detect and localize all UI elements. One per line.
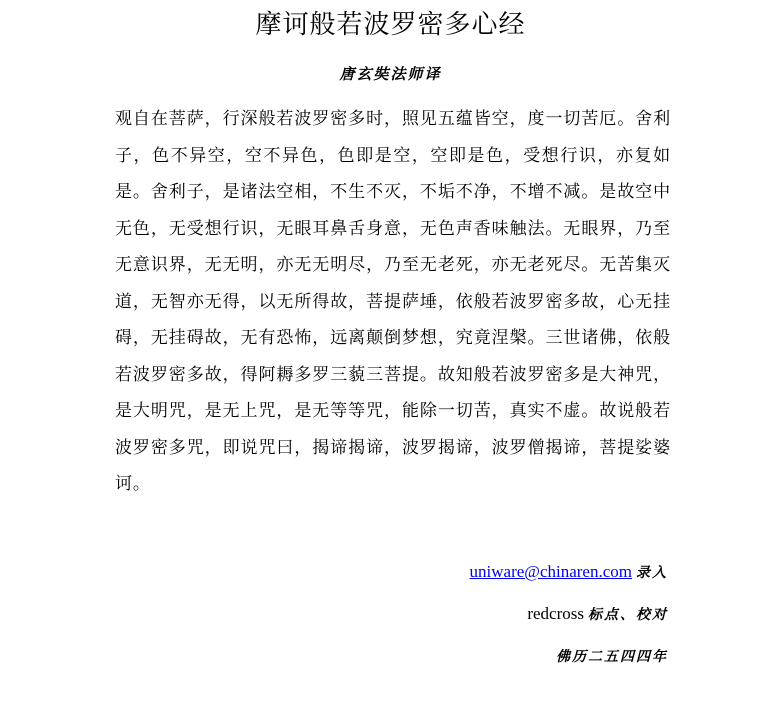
buddhist-calendar-date: 佛历二五四四年 <box>556 649 668 665</box>
proofreader-name: redcross <box>527 604 584 623</box>
proofreading-credit-line <box>527 604 668 624</box>
translator-credit: 唐玄奘法师译 <box>339 65 442 83</box>
entry-credit-line <box>470 562 668 582</box>
date-line <box>552 646 668 666</box>
proofreading-label: 标点、校对 <box>588 607 668 623</box>
sutra-body-text: 观自在菩萨，行深般若波罗密多时，照见五蕴皆空，度一切苦厄。舍利子，色不异空，空不异色，色即是空，空即是色，受想行识，亦复如是。舍利子，是诸法空相，不生不灭，不垢不净，不增不减。是故空中无色，无受想行识，无眼耳鼻舌身意，无色声香味触法。无眼界，乃至无意识界，无无明，亦无无明尽，乃至无老死，亦无老死尽。无苦集灭道，无智亦无得，以无所得故，菩提萨埵，依般若波罗密多故，心无挂碍，无挂碍故，无有恐怖，远离颠倒梦想，究竟涅槃。三世诸佛，依般若波罗密多故，得阿耨多罗三藐三菩提。故知般若波罗密多是大神咒，是大明咒，是无上咒，是无等等咒，能除一切苦，真实不虚。故说般若波罗密多咒，即说咒曰，揭谛揭谛，波罗揭谛，波罗僧揭谛，菩提娑婆诃。 <box>115 109 671 494</box>
entered-label: 录入 <box>636 565 668 581</box>
document-title: 摩诃般若波罗密多心经 <box>255 10 526 40</box>
email-link[interactable]: uniware@chinaren.com <box>469 562 632 581</box>
